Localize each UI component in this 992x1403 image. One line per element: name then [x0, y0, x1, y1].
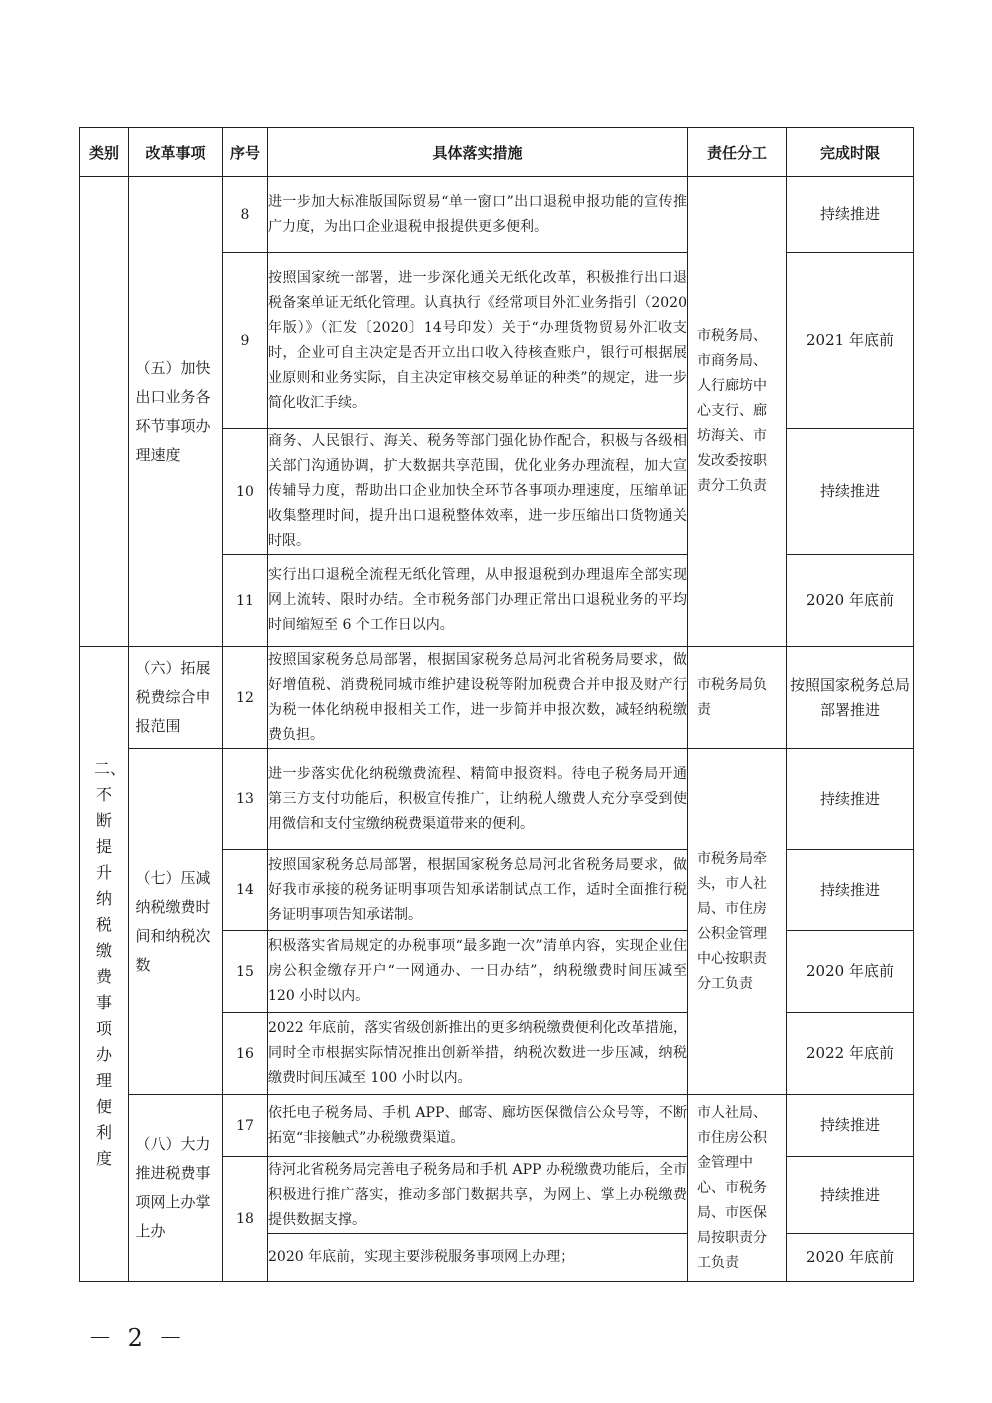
table-header-row: [80, 128, 914, 177]
deadline-cell: 持续推进: [787, 429, 914, 555]
measure-cell: 按照国家税务总局部署，根据国家税务总局河北省税务局要求，做好增值税、消费税同城市维护建设税等附加税费合并申报及财产行为税一体化纳税申报相关工作，进一步简并申报次数，减轻纳税缴费负担。: [268, 647, 688, 749]
item-label-6: （六）拓展税费综合申报范围: [135, 659, 211, 735]
deadline-cell: 持续推进: [787, 1157, 914, 1234]
measure-cell: 2020 年底前，实现主要涉税服务事项网上办理；: [268, 1234, 688, 1282]
header-item: 改革事项: [129, 128, 223, 177]
resp-label-8: 市人社局、市住房公积金管理中心、市税务局、市医保局按职责分工负责: [697, 1104, 767, 1271]
item-label-5: （五）加快出口业务各环节事项办理速度: [135, 358, 211, 464]
deadline-cell: 持续推进: [787, 1095, 914, 1157]
seq-cell: 11: [223, 555, 268, 647]
item-cell-6: [129, 647, 223, 749]
deadline-cell: 持续推进: [787, 850, 914, 931]
seq-cell: 15: [223, 931, 268, 1013]
measure-cell: 进一步落实优化纳税缴费流程、精简申报资料。待电子税务局开通第三方支付功能后，积极宣传推广，让纳税人缴费人充分享受到使用微信和支付宝缴纳税费渠道带来的便利。: [268, 749, 688, 850]
measure-cell: 待河北省税务局完善电子税务局和手机 APP 办税缴费功能后，全市积极进行推广落实，推动多部门数据共享，为网上、掌上办税缴费提供数据支撑。: [268, 1157, 688, 1234]
deadline-cell: 2020 年底前: [787, 1234, 914, 1282]
table-row: [80, 177, 914, 253]
resp-cell-5: [688, 177, 787, 647]
header-measure: 具体落实措施: [268, 128, 688, 177]
seq-cell: 18: [223, 1157, 268, 1282]
table-row: [80, 647, 914, 749]
header-seq: 序号: [223, 128, 268, 177]
category-cell-2: [80, 647, 129, 1282]
item-label-7: （七）压减纳税缴费时间和纳税次数: [135, 868, 211, 974]
item-cell-7: [129, 749, 223, 1095]
item-cell-8: [129, 1095, 223, 1282]
measure-cell: 实行出口退税全流程无纸化管理，从申报退税到办理退库全部实现网上流转、限时办结。全市税务部门办理正常出口退税业务的平均时间缩短至 6 个工作日以内。: [268, 555, 688, 647]
deadline-cell: 按照国家税务总局部署推进: [787, 647, 914, 749]
measure-cell: 积极落实省局规定的办税事项“最多跑一次”清单内容，实现企业住房公积金缴存开户“一网通办、一日办结”，纳税缴费时间压减至 120 小时以内。: [268, 931, 688, 1013]
measure-cell: 2022 年底前，落实省级创新推出的更多纳税缴费便利化改革措施，同时全市根据实际情况推出创新举措，纳税次数进一步压减，纳税缴费时间压减至 100 小时以内。: [268, 1013, 688, 1095]
measure-cell: 按照国家税务总局部署，根据国家税务总局河北省税务局要求，做好我市承接的税务证明事项告知承诺制试点工作，适时全面推行税务证明事项告知承诺制。: [268, 850, 688, 931]
seq-cell: 8: [223, 177, 268, 253]
resp-cell-7: [688, 749, 787, 1095]
header-responsibility: 责任分工: [688, 128, 787, 177]
table-row: [80, 1095, 914, 1157]
item-label-8: （八）大力推进税费事项网上办掌上办: [135, 1135, 211, 1240]
measure-cell: 按照国家统一部署，进一步深化通关无纸化改革，积极推行出口退税备案单证无纸化管理。认真执行《经常项目外汇业务指引（2020年版）》（汇发〔2020〕14号印发）关于“办理货物贸易外汇收支时，企业可自主决定是否开立出口收入待核查账户，银行可根据展业原则和业务实际，自主决定审核交易单证的种类”的规定，进一步简化收汇手续。: [268, 253, 688, 429]
header-deadline: 完成时限: [787, 128, 914, 177]
deadline-cell: 持续推进: [787, 749, 914, 850]
measure-cell: 进一步加大标准版国际贸易“单一窗口”出口退税申报功能的宣传推广力度，为出口企业退税申报提供更多便利。: [268, 177, 688, 253]
resp-label-5: 市税务局、市商务局、人行廊坊中心支行、廊坊海关、市发改委按职责分工负责: [697, 328, 767, 494]
seq-cell: 10: [223, 429, 268, 555]
resp-cell-8: [688, 1095, 787, 1282]
category-label-2: 二、不断提升纳税缴费事项办理便利度: [94, 759, 127, 1168]
measure-cell: 商务、人民银行、海关、税务等部门强化协作配合，积极与各级相关部门沟通协调，扩大数据共享范围，优化业务办理流程，加大宣传辅导力度，帮助出口企业加快全环节各事项办理速度，压缩单证收集整理时间，提升出口退税整体效率，进一步压缩出口货物通关时限。: [268, 429, 688, 555]
seq-cell: 9: [223, 253, 268, 429]
seq-cell: 12: [223, 647, 268, 749]
measures-table: [79, 127, 914, 1282]
resp-label-6: 市税务局负责: [697, 676, 767, 718]
deadline-cell: 2020 年底前: [787, 555, 914, 647]
deadline-cell: 2021 年底前: [787, 253, 914, 429]
table-row: [80, 749, 914, 850]
seq-cell: 14: [223, 850, 268, 931]
item-cell-5: [129, 177, 223, 647]
resp-cell-6: [688, 647, 787, 749]
header-category: 类别: [80, 128, 129, 177]
resp-label-7: 市税务局牵头，市人社局、市住房公积金管理中心按职责分工负责: [697, 850, 767, 992]
deadline-cell: 持续推进: [787, 177, 914, 253]
deadline-cell: 2022 年底前: [787, 1013, 914, 1095]
seq-cell: 16: [223, 1013, 268, 1095]
seq-cell: 17: [223, 1095, 268, 1157]
deadline-cell: 2020 年底前: [787, 931, 914, 1013]
seq-cell: 13: [223, 749, 268, 850]
measure-cell: 依托电子税务局、手机 APP、邮寄、廊坊医保微信公众号等，不断拓宽“非接触式”办税缴费渠道。: [268, 1095, 688, 1157]
page-number: － 2 －: [88, 1324, 187, 1352]
category-cell-1: [80, 177, 129, 647]
